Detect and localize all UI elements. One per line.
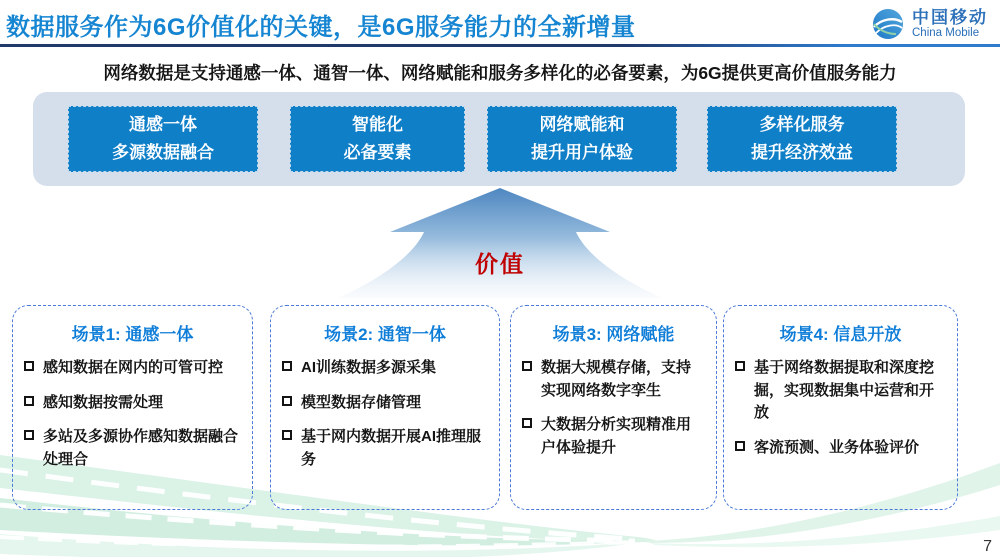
value-box-line: 网络赋能和 [539,114,625,134]
value-label: 价值 [475,251,525,277]
square-bullet-icon [522,418,532,428]
list-item [282,357,488,380]
value-box-line: 提升用户体验 [531,143,633,162]
list-item [522,357,705,402]
value-box-services [707,106,897,172]
scenario-card-4 [723,305,958,510]
square-bullet-icon [282,396,292,406]
page-number: 7 [983,538,992,555]
logo-text [912,9,988,39]
bullet-text: 基于网内数据开展AI推理服务 [301,428,482,468]
scenario-title: 场景3: 网络赋能 [552,325,675,344]
value-box-line: 提升经济效益 [751,143,853,162]
up-arrow-icon [320,186,680,304]
value-box-empowerment [487,106,677,172]
scenario-card-2 [270,305,500,510]
scenario-title: 场景4: 信息开放 [779,325,902,344]
header-divider [0,44,1000,47]
value-box-line: 多源数据融合 [112,143,214,162]
bullet-text: 基于网络数据提取和深度挖掘，实现数据集中运营和开放 [754,359,935,421]
scenario-title: 场景2: 通智一体 [324,325,446,344]
bullet-text: 数据大规模存储，支持实现网络数字孪生 [541,359,692,399]
scenario-card-1 [12,305,253,510]
list-item [24,426,241,471]
value-box-line: 多样化服务 [759,114,845,134]
bullet-text: 多站及多源协作感知数据融合处理合 [43,428,239,468]
square-bullet-icon [282,361,292,371]
square-bullet-icon [24,430,34,440]
list-item [24,357,241,380]
value-box-line: 智能化 [352,114,403,134]
square-bullet-icon [24,396,34,406]
square-bullet-icon [735,441,745,451]
square-bullet-icon [522,361,532,371]
bullet-text: 感知数据在网内的可管可控 [43,359,224,376]
value-box-sensing [68,106,258,172]
bullet-text: 模型数据存储管理 [301,393,422,411]
list-item [735,357,946,425]
logo-en-label: China Mobile [912,26,980,39]
value-band [33,92,965,186]
bullet-text: 感知数据按需处理 [43,393,164,411]
page-title: 数据服务作为6G价值化的关键，是6G服务能力的全新增量 [6,14,636,41]
value-box-line: 通感一体 [129,114,197,134]
list-item [735,437,946,460]
intro-statement: 网络数据是支持通感一体、通智一体、网络赋能和服务多样化的必备要素，为6G提供更高价值服务能力 [103,63,897,83]
square-bullet-icon [735,361,745,371]
bullet-text: AI训练数据多源采集 [301,359,437,376]
square-bullet-icon [282,430,292,440]
list-item [522,414,705,459]
value-box-line: 必备要素 [343,143,412,162]
logo-cn-label: 中国移动 [912,8,988,28]
scenario-title: 场景1: 通感一体 [71,325,194,344]
square-bullet-icon [24,361,34,371]
china-mobile-logo [870,6,988,42]
list-item [24,392,241,415]
china-mobile-logo-icon [870,6,906,42]
value-box-intelligence [290,106,465,172]
scenario-card-3 [510,305,717,510]
list-item [282,426,488,471]
bullet-text: 大数据分析实现精准用户体验提升 [541,416,692,456]
bullet-text: 客流预测、业务体验评价 [754,438,920,456]
list-item [282,392,488,415]
